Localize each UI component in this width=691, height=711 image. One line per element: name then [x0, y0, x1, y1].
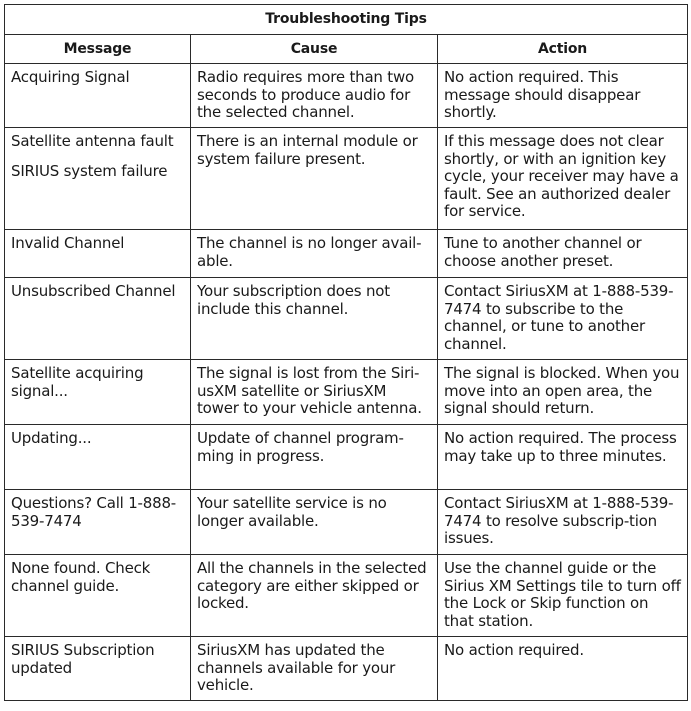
message-text: Updating... [11, 429, 92, 447]
table-row [5, 490, 688, 555]
message-text: SIRIUS Subscription updated [11, 641, 155, 677]
table-row [5, 637, 688, 701]
table-row [5, 64, 688, 128]
message-text: Invalid Channel [11, 234, 125, 252]
cause-cell: SiriusXM has updated the channels available for your vehicle. [191, 637, 438, 701]
message-text: Satellite antenna fault [11, 132, 174, 150]
title-row [5, 5, 688, 35]
message-text: Acquiring Signal [11, 68, 130, 86]
table-row [5, 278, 688, 360]
action-cell: Tune to another channel or choose another preset. [438, 230, 688, 278]
table-row [5, 425, 688, 490]
action-cell: Contact SiriusXM at 1-888-539-7474 to resolve subscrip-tion issues. [438, 490, 688, 555]
table-row [5, 230, 688, 278]
header-row [5, 34, 688, 64]
cause-cell: Radio requires more than two seconds to produce audio for the selected channel. [191, 64, 438, 128]
header-action: Action [438, 34, 688, 64]
message-text: Unsubscribed Channel [11, 282, 176, 300]
cause-cell: All the channels in the selected category are either skipped or locked. [191, 555, 438, 637]
message-cell [5, 555, 191, 637]
cause-cell: Your satellite service is no longer available. [191, 490, 438, 555]
table-row [5, 555, 688, 637]
action-cell: No action required. This message should disappear shortly. [438, 64, 688, 128]
cause-cell: The channel is no longer avail-able. [191, 230, 438, 278]
action-cell: No action required. [438, 637, 688, 701]
message-text: Questions? Call 1-888-539-7474 [11, 494, 177, 530]
message-cell [5, 490, 191, 555]
table-title: Troubleshooting Tips [5, 5, 688, 35]
message-cell [5, 230, 191, 278]
message-cell [5, 128, 191, 230]
cause-cell: There is an internal module or system failure present. [191, 128, 438, 230]
header-message: Message [5, 34, 191, 64]
action-cell: Use the channel guide or the Sirius XM Settings tile to turn off the Lock or Skip function on that station. [438, 555, 688, 637]
header-cause: Cause [191, 34, 438, 64]
action-cell: The signal is blocked. When you move into an open area, the signal should return. [438, 360, 688, 425]
message-cell [5, 278, 191, 360]
action-cell: No action required. The process may take up to three minutes. [438, 425, 688, 490]
cause-cell: Update of channel program-ming in progress. [191, 425, 438, 490]
table-row [5, 128, 688, 230]
action-cell: If this message does not clear shortly, or with an ignition key cycle, your receiver may have a fault. See an authorized dealer for service. [438, 128, 688, 230]
message-cell [5, 637, 191, 701]
message-text: Satellite acquiring signal... [11, 364, 144, 400]
message-cell [5, 360, 191, 425]
troubleshooting-table [4, 4, 688, 701]
table-row [5, 360, 688, 425]
message-cell [5, 64, 191, 128]
message-text: None found. Check channel guide. [11, 559, 151, 595]
cause-cell: Your subscription does not include this channel. [191, 278, 438, 360]
cause-cell: The signal is lost from the Siri-usXM satellite or SiriusXM tower to your vehicle antenna. [191, 360, 438, 425]
action-cell: Contact SiriusXM at 1-888-539-7474 to subscribe to the channel, or tune to another channel. [438, 278, 688, 360]
message-cell [5, 425, 191, 490]
message-text: SIRIUS system failure [11, 161, 168, 180]
